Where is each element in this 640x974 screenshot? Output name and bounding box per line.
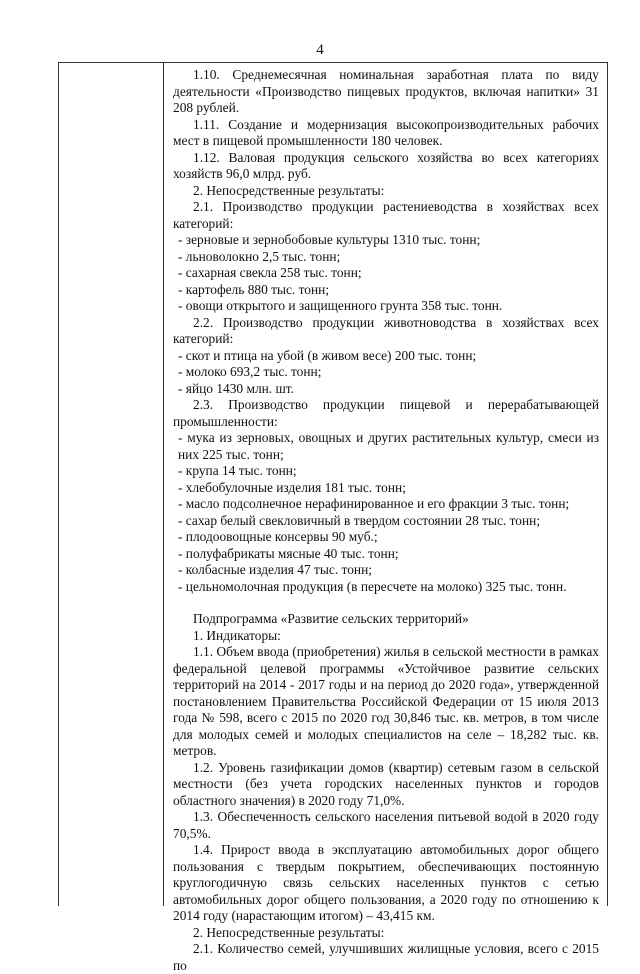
paragraph: 1.1. Объем ввода (приобретения) жилья в сельской местности в рамках федеральной целевой программы «Устойчивое развитие сельских территорий на 2014 - 2017 годы и на период до 2020 года», утвержденной постановлением Правительства Российской Федерации от 15 июля 2013 года № 598, всего с 2015 по 2020 год 30,846 тыс. кв. метров, в том числе для молодых семей и молодых специалистов на селе – 18,282 тыс. кв. метров. — [173, 644, 599, 758]
list-item: - масло подсолнечное нерафинированное и его фракции 3 тыс. тонн; — [178, 496, 570, 511]
list-item: - картофель 880 тыс. тонн; — [178, 281, 330, 297]
list-item: - молоко 693,2 тыс. тонн; — [178, 364, 322, 379]
paragraph: 2. Непосредственные результаты: — [193, 924, 385, 940]
list-item: - скот и птица на убой (в живом весе) 200 тыс. тонн; — [178, 347, 477, 363]
page-number: 4 — [316, 42, 324, 58]
paragraph: 1. Индикаторы: — [193, 627, 281, 643]
paragraph: 2.1. Количество семей, улучшивших жилищные условия, всего с 2015 по — [173, 941, 599, 973]
paragraph: Подпрограмма «Развитие сельских территорий» — [193, 611, 469, 626]
paragraph: 1.3. Обеспеченность сельского населения питьевой водой в 2020 году 70,5%. — [173, 809, 599, 841]
table-content-cell — [173, 67, 599, 974]
table-column-divider — [163, 63, 164, 906]
paragraph: 2. Непосредственные результаты: — [193, 182, 385, 198]
paragraph: 1.4. Прирост ввода в эксплуатацию автомобильных дорог общего пользования с твердым покрытием, обеспечивающих постоянную круглогодичную связь сельских населенных пунктов с сетью автомобильных дорог общего пользования, а 2020 году по отношению к 2014 году (нарастающим итогом) – 43,415 км. — [173, 842, 599, 923]
list-item: - зерновые и зернобобовые культуры 1310 тыс. тонн; — [178, 232, 481, 247]
list-item: - сахар белый свекловичный в твердом состоянии 28 тыс. тонн; — [178, 512, 541, 528]
paragraph: 1.11. Создание и модернизация высокопроизводительных рабочих мест в пищевой промышленности 180 человек. — [173, 116, 599, 148]
paragraph: 1.10. Среднемесячная номинальная заработная плата по виду деятельности «Производство пищевых продуктов, включая напитки» 31 208 рублей. — [173, 67, 599, 115]
list-item: - колбасные изделия 47 тыс. тонн; — [178, 562, 372, 577]
list-item: - овощи открытого и защищенного грунта 358 тыс. тонн. — [178, 298, 503, 313]
paragraph: 1.12. Валовая продукция сельского хозяйства во всех категориях хозяйств 96,0 млрд. руб. — [173, 149, 599, 181]
list-item: - яйцо 1430 млн. шт. — [178, 380, 294, 396]
list-item: - плодоовощные консервы 90 муб.; — [178, 529, 378, 544]
list-item: - полуфабрикаты мясные 40 тыс. тонн; — [178, 545, 399, 561]
list-item: - цельномолочная продукция (в пересчете на молоко) 325 тыс. тонн. — [178, 578, 567, 594]
list-item: - льноволокно 2,5 тыс. тонн; — [178, 248, 341, 264]
paragraph: 2.1. Производство продукции растениеводства в хозяйствах всех категорий: — [173, 199, 599, 231]
paragraph: 1.2. Уровень газификации домов (квартир) сетевым газом в сельской местности (без учета городских населенных пунктов и городов областного значения) в 2020 году 71,0%. — [173, 759, 599, 808]
list-item: - сахарная свекла 258 тыс. тонн; — [178, 265, 362, 280]
list-item: - хлебобулочные изделия 181 тыс. тонн; — [178, 479, 406, 495]
paragraph: 2.3. Производство продукции пищевой и перерабатывающей промышленности: — [173, 397, 599, 429]
document-table — [58, 62, 608, 973]
spacer — [173, 595, 599, 611]
list-item: - крупа 14 тыс. тонн; — [178, 463, 297, 478]
list-item: - мука из зерновых, овощных и других растительных культур, смеси из них 225 тыс. тонн; — [178, 430, 599, 462]
paragraph: 2.2. Производство продукции животноводства в хозяйствах всех категорий: — [173, 314, 599, 346]
